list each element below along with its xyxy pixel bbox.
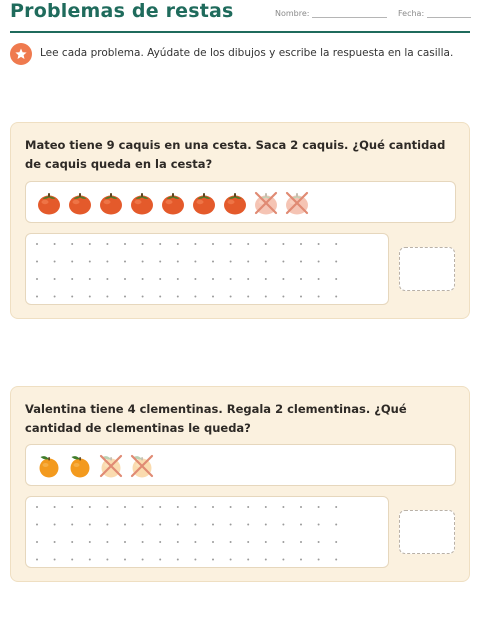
crossed-out-persimmon-icon <box>284 190 310 216</box>
worksheet-header <box>10 0 470 32</box>
persimmon-icon <box>67 190 93 216</box>
page-title: Problemas de restas <box>10 0 234 22</box>
clementine-icon <box>67 453 93 479</box>
persimmon-icon <box>98 190 124 216</box>
problem-card-1 <box>10 122 470 319</box>
problem-card-2 <box>10 386 470 582</box>
instruction-text: Lee cada problema. Ayúdate de los dibujos y escribe la respuesta en la casilla. <box>40 47 454 59</box>
problem-text: Mateo tiene 9 caquis en una cesta. Saca 2 caquis. ¿Qué cantidad de caquis queda en la cesta? <box>25 138 446 171</box>
work-area[interactable] <box>25 233 389 305</box>
name-label: Nombre: <box>275 9 310 18</box>
persimmon-icon <box>160 190 186 216</box>
persimmon-icon <box>222 190 248 216</box>
star-icon <box>10 43 32 65</box>
date-label: Fecha: <box>398 9 425 18</box>
instruction <box>10 42 470 66</box>
date-field[interactable] <box>398 9 471 18</box>
dot-grid <box>26 234 390 306</box>
fruit-picture-box <box>25 181 456 223</box>
crossed-out-persimmon-icon <box>253 190 279 216</box>
crossed-out-clementine-icon <box>98 453 124 479</box>
date-line[interactable] <box>427 10 471 18</box>
fruit-picture-box <box>25 444 456 486</box>
persimmon-icon <box>36 190 62 216</box>
clementine-icon <box>36 453 62 479</box>
work-area[interactable] <box>25 496 389 568</box>
name-field[interactable] <box>275 9 387 18</box>
problem-text: Valentina tiene 4 clementinas. Regala 2 clementinas. ¿Qué cantidad de clementinas le queda? <box>25 402 407 435</box>
answer-box[interactable] <box>399 510 455 554</box>
header-divider <box>10 31 470 33</box>
crossed-out-clementine-icon <box>129 453 155 479</box>
name-line[interactable] <box>312 10 387 18</box>
persimmon-icon <box>129 190 155 216</box>
answer-box[interactable] <box>399 247 455 291</box>
persimmon-icon <box>191 190 217 216</box>
dot-grid <box>26 497 390 569</box>
